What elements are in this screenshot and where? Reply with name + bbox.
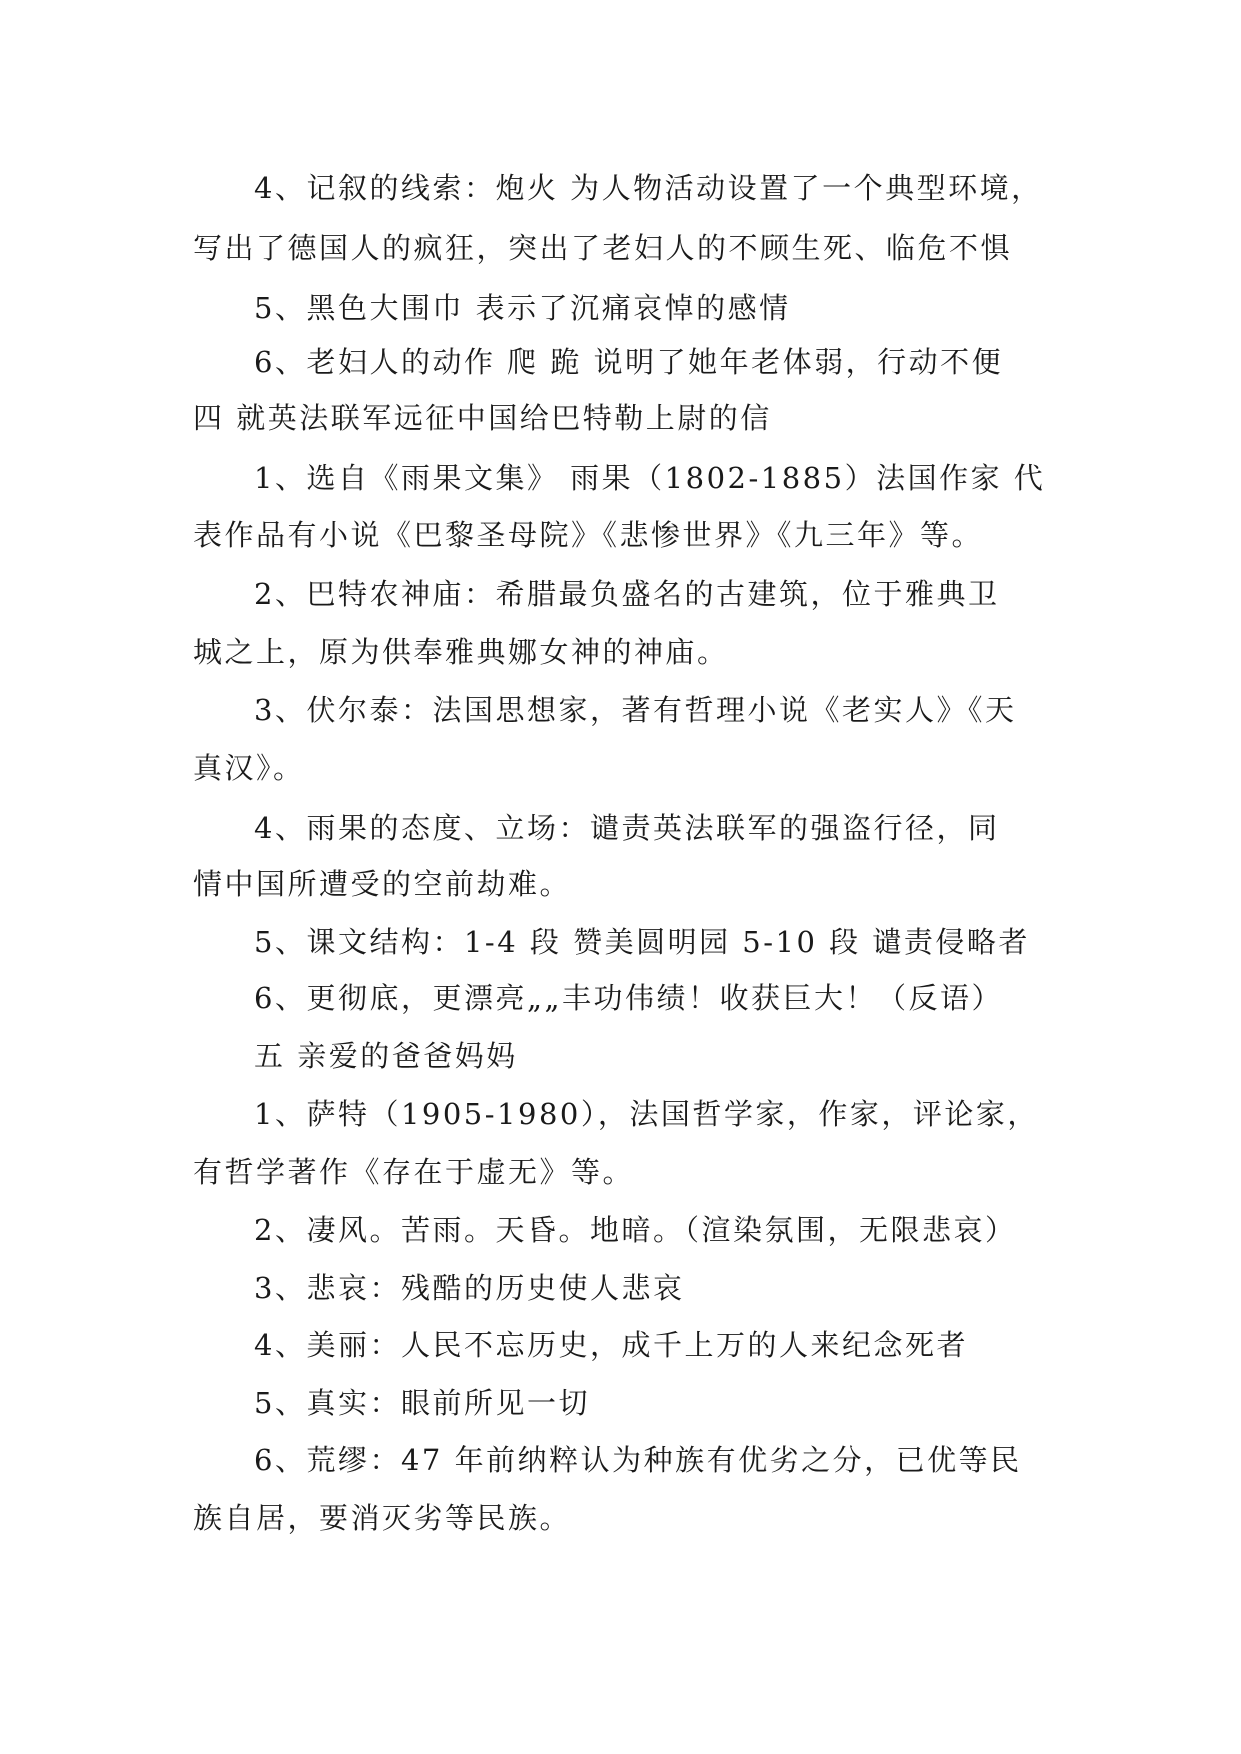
section-heading: 五 亲爱的爸爸妈妈 bbox=[254, 1039, 518, 1073]
paragraph-line: 2、巴特农神庙：希腊最负盛名的古建筑，位于雅典卫 bbox=[254, 577, 1000, 611]
paragraph-line: 1、选自《雨果文集》 雨果（1802-1885）法国作家 代 bbox=[254, 461, 1046, 495]
paragraph-line: 1、萨特（1905-1980），法国哲学家，作家，评论家， bbox=[254, 1097, 1039, 1131]
paragraph-line: 4、美丽：人民不忘历史，成千上万的人来纪念死者 bbox=[254, 1328, 968, 1362]
paragraph-line: 有哲学著作《存在于虚无》等。 bbox=[193, 1155, 635, 1189]
paragraph-line: 6、荒缪：47 年前纳粹认为种族有优劣之分，已优等民 bbox=[254, 1443, 1022, 1477]
paragraph-line: 6、更彻底，更漂亮„„丰功伟绩！收获巨大！（反语） bbox=[254, 981, 1003, 1015]
paragraph-line: 6、老妇人的动作 爬 跪 说明了她年老体弱，行动不便 bbox=[254, 345, 1004, 379]
paragraph-line: 5、黑色大围巾 表示了沉痛哀悼的感情 bbox=[254, 291, 791, 325]
section-heading: 四 就英法联军远征中国给巴特勒上尉的信 bbox=[193, 401, 772, 435]
paragraph-line: 城之上，原为供奉雅典娜女神的神庙。 bbox=[193, 635, 729, 669]
paragraph-line: 5、真实：眼前所见一切 bbox=[254, 1386, 590, 1420]
paragraph-line: 5、课文结构：1-4 段 赞美圆明园 5-10 段 谴责侵略者 bbox=[254, 925, 1030, 959]
paragraph-line: 4、雨果的态度、立场：谴责英法联军的强盗行径，同 bbox=[254, 811, 1000, 845]
paragraph-line: 情中国所遭受的空前劫难。 bbox=[193, 867, 572, 901]
paragraph-line: 族自居，要消灭劣等民族。 bbox=[193, 1501, 572, 1535]
paragraph-line: 4、记叙的线索：炮火 为人物活动设置了一个典型环境， bbox=[254, 171, 1043, 205]
paragraph-line: 3、伏尔泰：法国思想家，著有哲理小说《老实人》《天 bbox=[254, 693, 1017, 727]
paragraph-line: 表作品有小说《巴黎圣母院》《悲惨世界》《九三年》等。 bbox=[193, 518, 984, 552]
paragraph-line: 2、凄风。苦雨。天昏。地暗。（渲染氛围，无限悲哀） bbox=[254, 1213, 1017, 1247]
paragraph-line: 3、悲哀：残酷的历史使人悲哀 bbox=[254, 1271, 685, 1305]
paragraph-line: 写出了德国人的疯狂，突出了老妇人的不顾生死、临危不惧 bbox=[193, 231, 1013, 265]
paragraph-line: 真汉》。 bbox=[193, 751, 305, 785]
